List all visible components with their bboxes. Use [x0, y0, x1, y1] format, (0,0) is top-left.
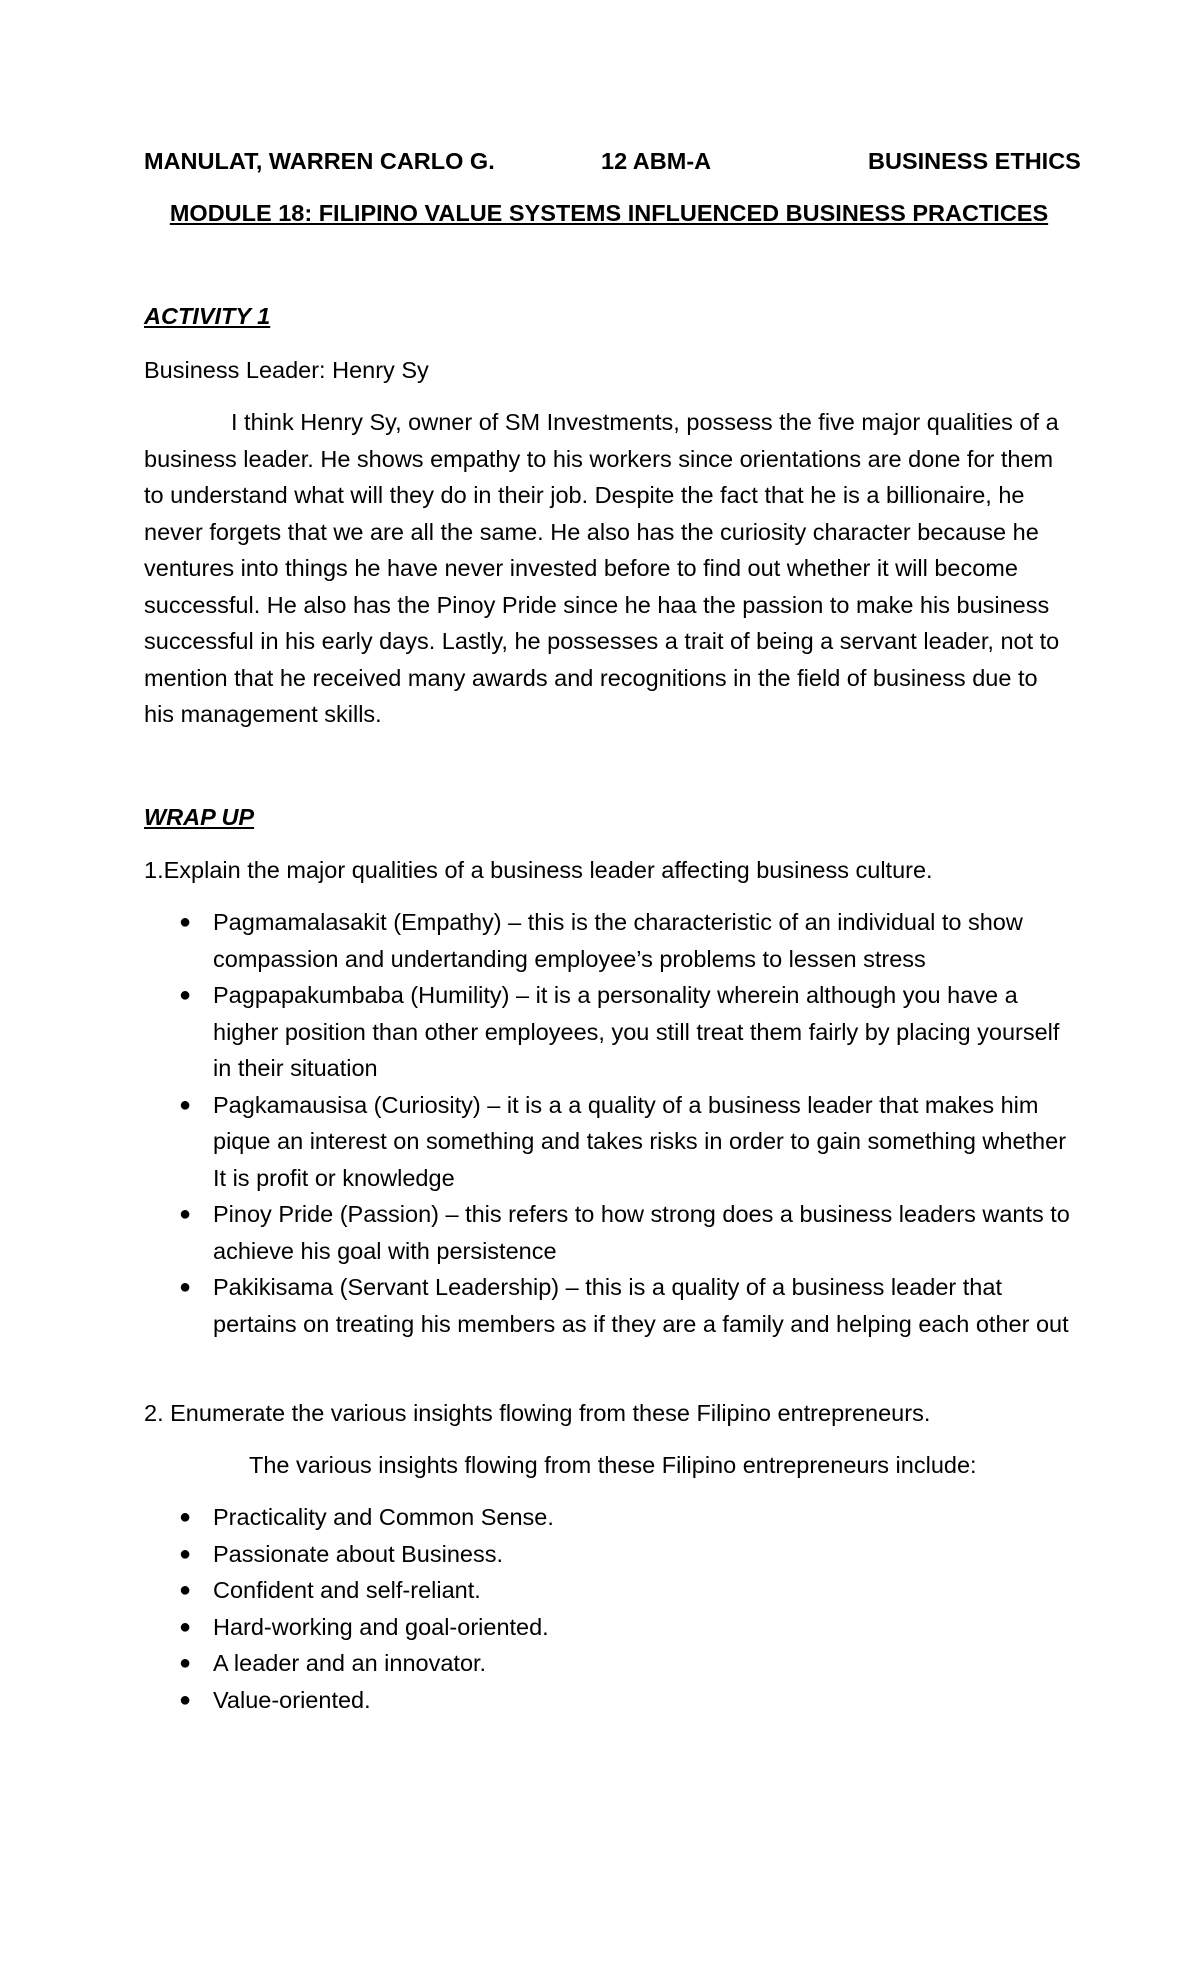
list-item [144, 1196, 1074, 1269]
list-item [144, 1536, 1074, 1573]
quality-text: Pagmamalasakit (Empathy) – this is the characteristic of an individual to show compassion and undertanding employee’s problems to lessen stress [213, 909, 1023, 972]
bullet-icon: ● [179, 1506, 192, 1528]
insights-intro: The various insights flowing from these Filipino entrepreneurs include: [249, 1452, 977, 1478]
document-header [144, 143, 1081, 179]
insight-text: Passionate about Business. [213, 1540, 504, 1567]
list-item [144, 1087, 1074, 1197]
insight-text: Confident and self-reliant. [213, 1577, 481, 1603]
list-item [144, 1572, 1074, 1609]
list-item [144, 1499, 1074, 1536]
bullet-icon: ● [179, 1579, 192, 1601]
insight-text: Hard-working and goal-oriented. [213, 1613, 549, 1640]
quality-text: Pinoy Pride (Passion) – this refers to how strong does a business leaders wants to achieve his goal with persistence [213, 1201, 1070, 1264]
student-section: 12 ABM-A [601, 148, 712, 174]
list-item [144, 904, 1074, 977]
module-title: MODULE 18: FILIPINO VALUE SYSTEMS INFLUENCED BUSINESS PRACTICES [169, 200, 1049, 226]
qualities-list [144, 904, 1074, 1342]
activity-paragraph: I think Henry Sy, owner of SM Investments, possess the five major qualities of a business leader. He shows empathy to his workers since orientations are done for them to understand what will they do in their job. Despite the fact that he is a billionaire, he never forgets that we are all the same. He also has the curiosity character because he ventures into things he have never invested before to find out whether it will become successful. He also has the Pinoy Pride since he haa the passion to make his business successful in his early days. Lastly, he possesses a trait of being a servant leader, not to mention that he received many awards and recognitions in the field of business due to his management skills. [144, 409, 1060, 727]
list-item [144, 1609, 1074, 1646]
bullet-icon: ● [179, 1615, 192, 1638]
business-leader-line: Business Leader: Henry Sy [144, 357, 429, 383]
subject-name: BUSINESS ETHICS [868, 148, 1081, 174]
question-1: 1.Explain the major qualities of a business leader affecting business culture. [144, 857, 933, 883]
question-2: 2. Enumerate the various insights flowing from these Filipino entrepreneurs. [144, 1400, 931, 1426]
wrap-up-heading: WRAP UP [144, 804, 255, 830]
bullet-icon: ● [179, 1542, 192, 1565]
bullet-icon: ● [179, 1276, 192, 1298]
list-item [144, 977, 1074, 1087]
quality-text: Pagkamausisa (Curiosity) – it is a a quality of a business leader that makes him pique an interest on something and takes risks in order to gain something whether It is profit or knowledge [213, 1091, 1067, 1191]
bullet-icon: ● [179, 1688, 192, 1711]
list-item [144, 1269, 1074, 1342]
student-name: MANULAT, WARREN CARLO G. [144, 148, 495, 174]
bullet-icon: ● [179, 1203, 192, 1225]
insights-list [144, 1499, 1074, 1718]
bullet-icon: ● [179, 1652, 192, 1674]
insight-text: A leader and an innovator. [213, 1650, 487, 1676]
activity-heading: ACTIVITY 1 [144, 303, 271, 329]
bullet-icon: ● [179, 911, 192, 933]
quality-text: Pagpapakumbaba (Humility) – it is a personality wherein although you have a higher position than other employees, you still treat them fairly by placing yourself in their situation [213, 982, 1060, 1081]
bullet-icon: ● [179, 1093, 192, 1116]
bullet-icon: ● [179, 984, 192, 1006]
insight-text: Practicality and Common Sense. [213, 1504, 554, 1530]
list-item [144, 1682, 1074, 1719]
quality-text: Pakikisama (Servant Leadership) – this is a quality of a business leader that pertains on treating his members as if they are a family and helping each other out [213, 1274, 1069, 1337]
list-item [144, 1645, 1074, 1682]
insight-text: Value-oriented. [213, 1686, 371, 1713]
